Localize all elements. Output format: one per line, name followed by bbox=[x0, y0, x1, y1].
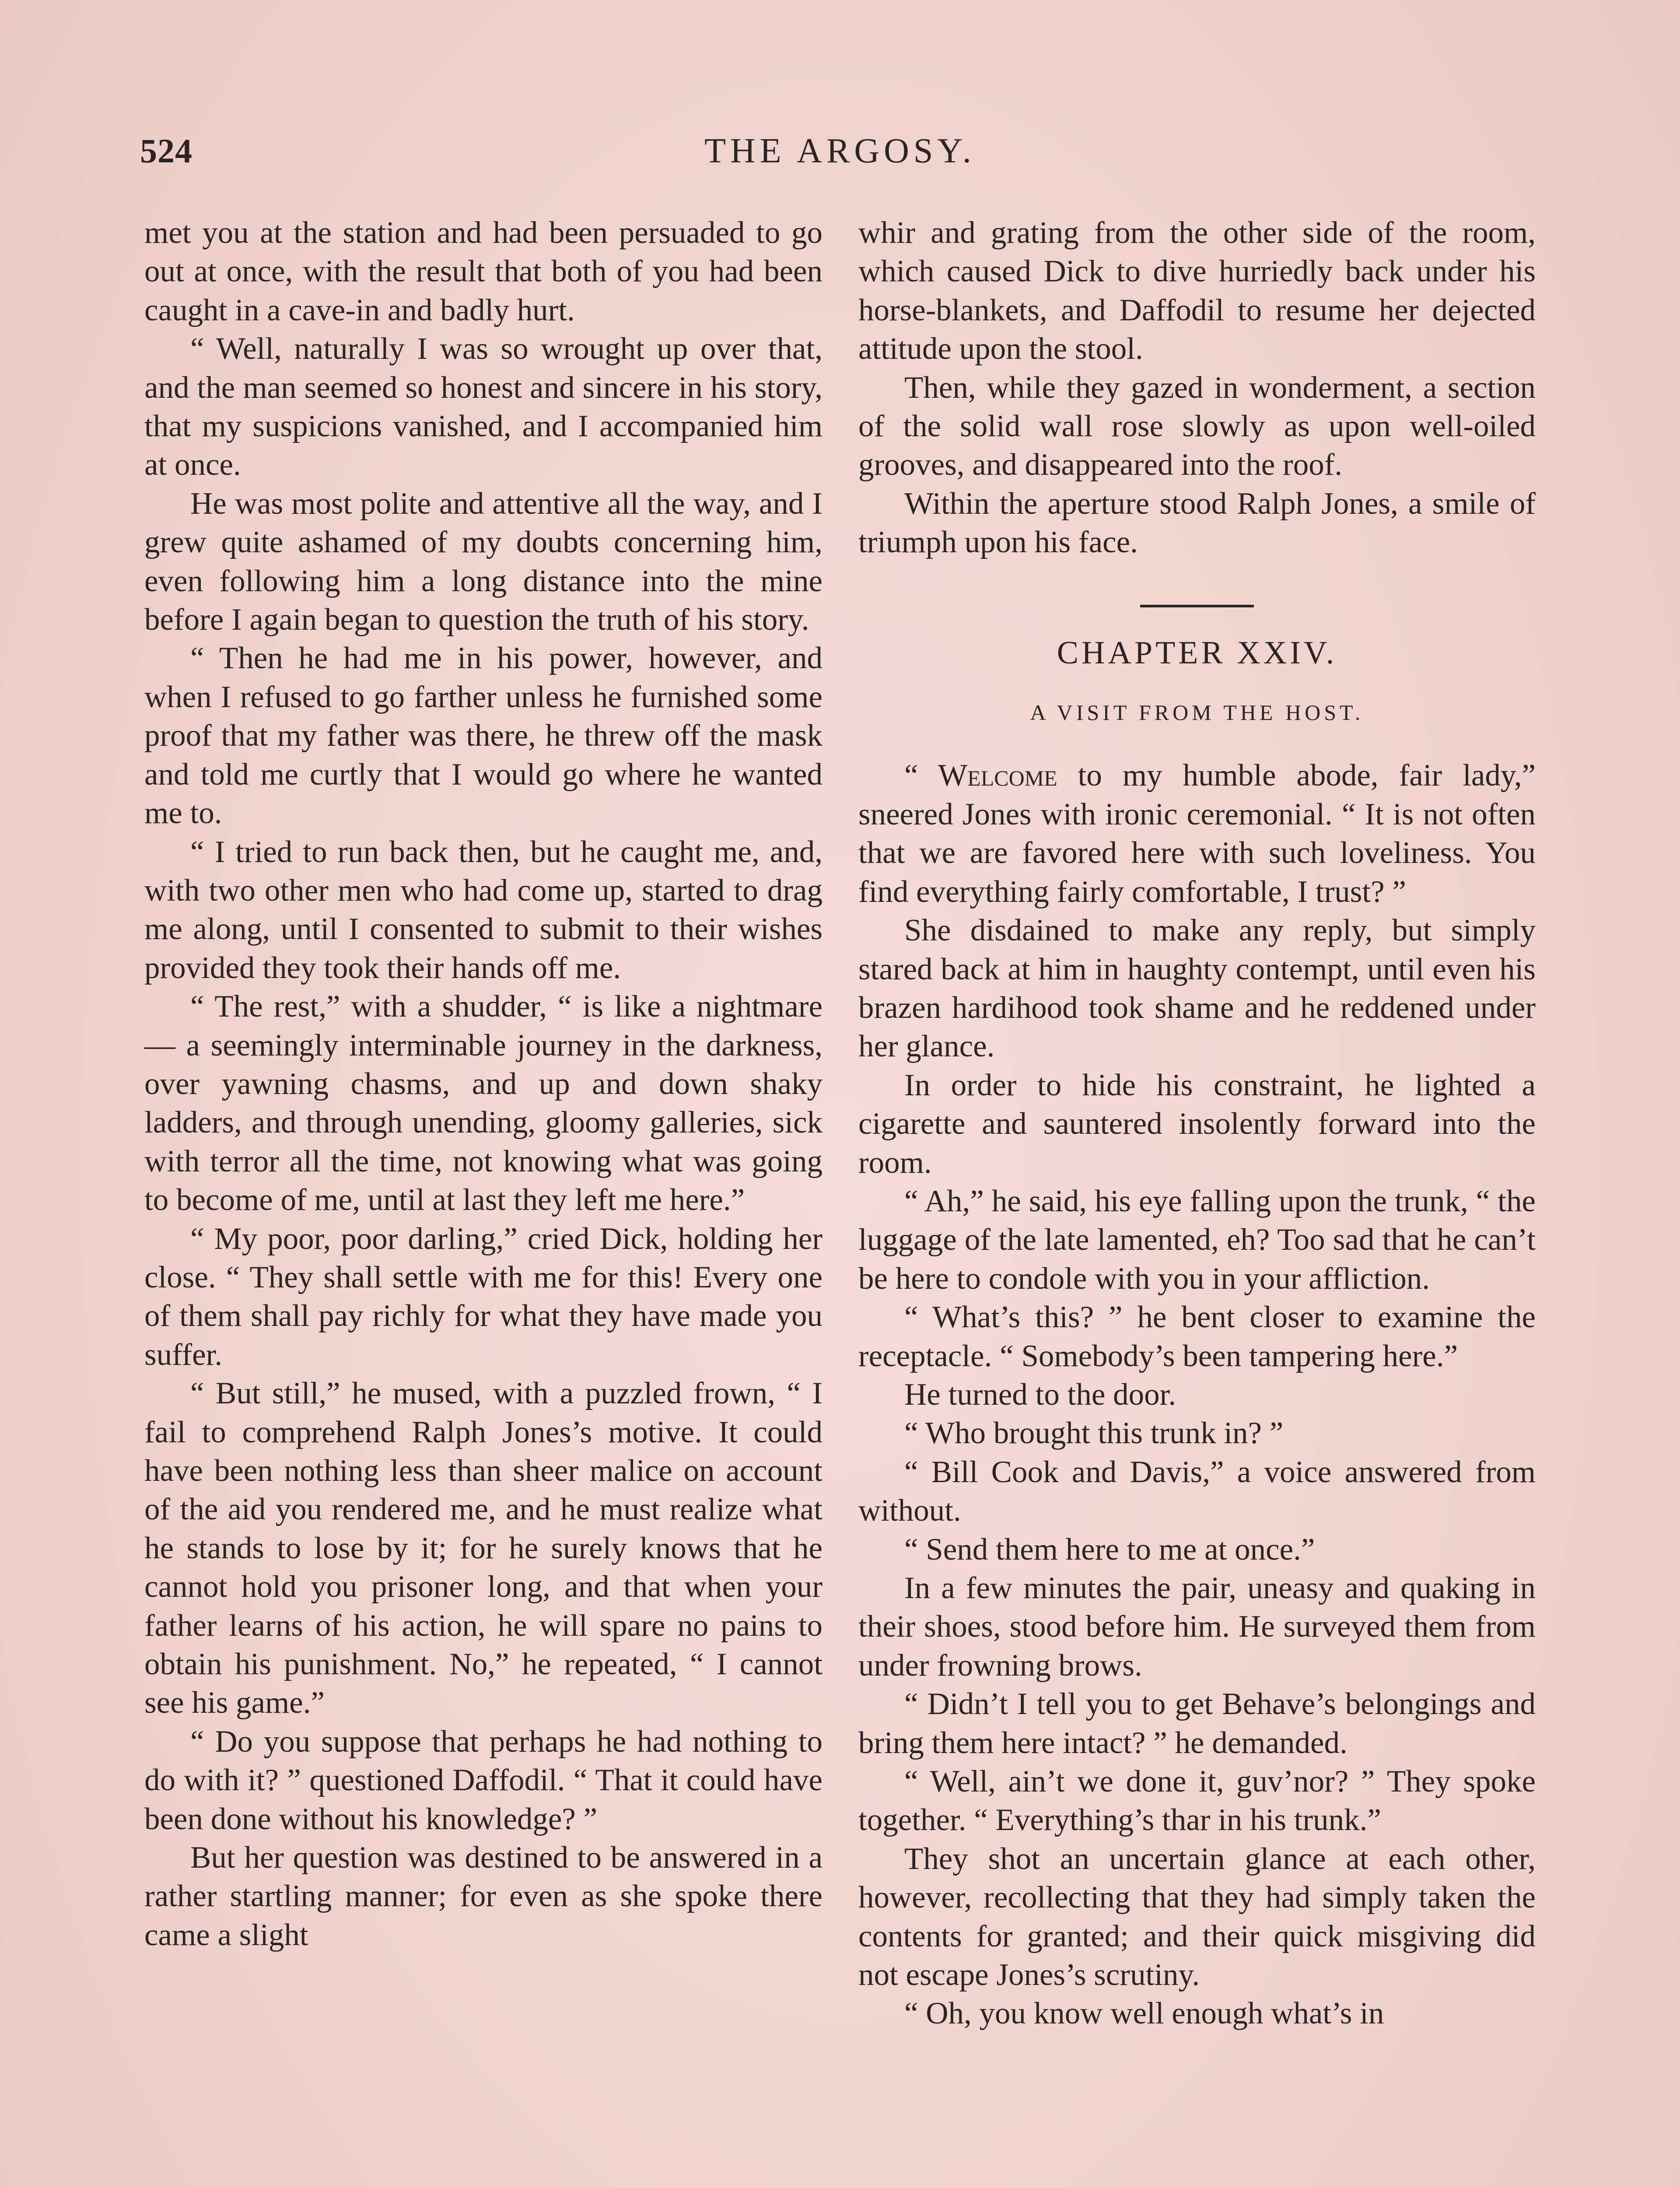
paragraph-text: to my humble abode, fair lady,” sneered Jones with ironic ceremonial. “ It is not often that we are favored here with such loveliness. You find everything fairly comfortable, I trust? ” bbox=[858, 758, 1536, 909]
paragraph: “ Then he had me in his power, however, and when I refused to go farther unless he furnished some proof that my father was there, he threw off the mask and told me curtly that I would go where he wanted me to. bbox=[144, 641, 822, 831]
paragraph: Within the aperture stood Ralph Jones, a smile of triumph upon his face. bbox=[858, 486, 1536, 560]
paragraph: met you at the station and had been persuaded to go out at once, with the result that both of you had been caught in a cave-in and badly hurt. bbox=[144, 216, 822, 327]
section-divider bbox=[1140, 605, 1254, 607]
paragraph: They shot an uncertain glance at each other, however, recollecting that they had simply taken the contents for granted; and their quick misgiving did not escape Jones’s scrutiny. bbox=[858, 1841, 1536, 1992]
chapter-title: CHAPTER XXIV. bbox=[1057, 635, 1337, 671]
paragraph: “ Didn’t I tell you to get Behave’s belongings and bring them here intact? ” he demanded. bbox=[858, 1687, 1536, 1760]
paragraph: “ Well, ain’t we done it, guv’nor? ” They spoke together. “ Everything’s thar in his trunk.” bbox=[858, 1764, 1536, 1837]
paragraph: He turned to the door. bbox=[904, 1377, 1176, 1412]
paragraph: “ Do you suppose that perhaps he had nothing to do with it? ” questioned Daffodil. “ That it could have been done without his knowledge? ” bbox=[144, 1724, 822, 1836]
paragraph: Then, while they gazed in wonderment, a section of the solid wall rose slowly as upon well-oiled grooves, and disappeared into the roof. bbox=[858, 370, 1536, 482]
paragraph: “ What’s this? ” he bent closer to examine the receptacle. “ Somebody’s been tampering here.” bbox=[858, 1300, 1536, 1373]
paragraph: In a few minutes the pair, uneasy and quaking in their shoes, stood before him. He surveyed them from under frowning brows. bbox=[858, 1571, 1536, 1683]
paragraph: “ My poor, poor darling,” cried Dick, holding her close. “ They shall settle with me for this! Every one of them shall pay richly for what they have made you suffer. bbox=[144, 1221, 822, 1372]
paragraph: “ Ah,” he said, his eye falling upon the trunk, “ the luggage of the late lamented, eh? Too sad that he can’t be here to condole with you in your affliction. bbox=[858, 1184, 1536, 1296]
page-header bbox=[140, 131, 1540, 179]
paragraph: She disdained to make any reply, but simply stared back at him in haughty contempt, until even his brazen hardihood took shame and he reddened under her glance. bbox=[858, 913, 1536, 1064]
right-column bbox=[858, 214, 1536, 2033]
page-number: 524 bbox=[140, 132, 192, 170]
paragraph: “ I tried to run back then, but he caught me, and, with two other men who had come up, started to drag me along, until I consented to submit to their wishes provided they took their hands off me. bbox=[144, 835, 822, 985]
paragraph: In order to hide his constraint, he lighted a cigarette and sauntered insolently forward into the room. bbox=[858, 1068, 1536, 1180]
paragraph: “ Send them here to me at once.” bbox=[904, 1532, 1315, 1567]
paragraph: whir and grating from the other side of the room, which caused Dick to dive hurriedly back under his horse-blankets, and Daffodil to resume her dejected attitude upon the stool. bbox=[858, 216, 1536, 366]
paragraph: “ Bill Cook and Davis,” a voice answered from without. bbox=[858, 1455, 1536, 1528]
paragraph: “ But still,” he mused, with a puzzled frown, “ I fail to comprehend Ralph Jones’s motive. It could have been nothing less than sheer malice on account of the aid you rendered me, and he must realize what he stands to lose by it; for he surely knows that he cannot hold you prisoner long, and that when your father learns of his action, he will spare no pains to obtain his punishment. No,” he repeated, “ I cannot see his game.” bbox=[144, 1376, 822, 1720]
paragraph bbox=[858, 756, 1536, 911]
paragraph: “ The rest,” with a shudder, “ is like a nightmare — a seemingly interminable journey in the darkness, over yawning chasms, and up and down shaky ladders, and through unending, gloomy galleries, sick with terror all the time, not knowing what was going to become of me, until at last they left me here.” bbox=[144, 989, 822, 1217]
left-column bbox=[144, 214, 822, 1954]
chapter-subtitle: A VISIT FROM THE HOST. bbox=[1030, 700, 1364, 725]
opening-word: “ Welcome bbox=[904, 758, 1057, 793]
running-title: THE ARGOSY. bbox=[704, 132, 976, 170]
paragraph: “ Well, naturally I was so wrought up over that, and the man seemed so honest and sincere in his story, that my suspicions vanished, and I accompanied him at once. bbox=[144, 332, 822, 482]
paragraph: But her question was destined to be answered in a rather startling manner; for even as she spoke there came a slight bbox=[144, 1841, 822, 1952]
paragraph: “ Oh, you know well enough what’s in bbox=[904, 1996, 1384, 2031]
paragraph: He was most polite and attentive all the way, and I grew quite ashamed of my doubts concerning him, even following him a long distance into the mine before I again began to question the truth of his story. bbox=[144, 486, 822, 637]
paragraph: “ Who brought this trunk in? ” bbox=[904, 1416, 1284, 1451]
